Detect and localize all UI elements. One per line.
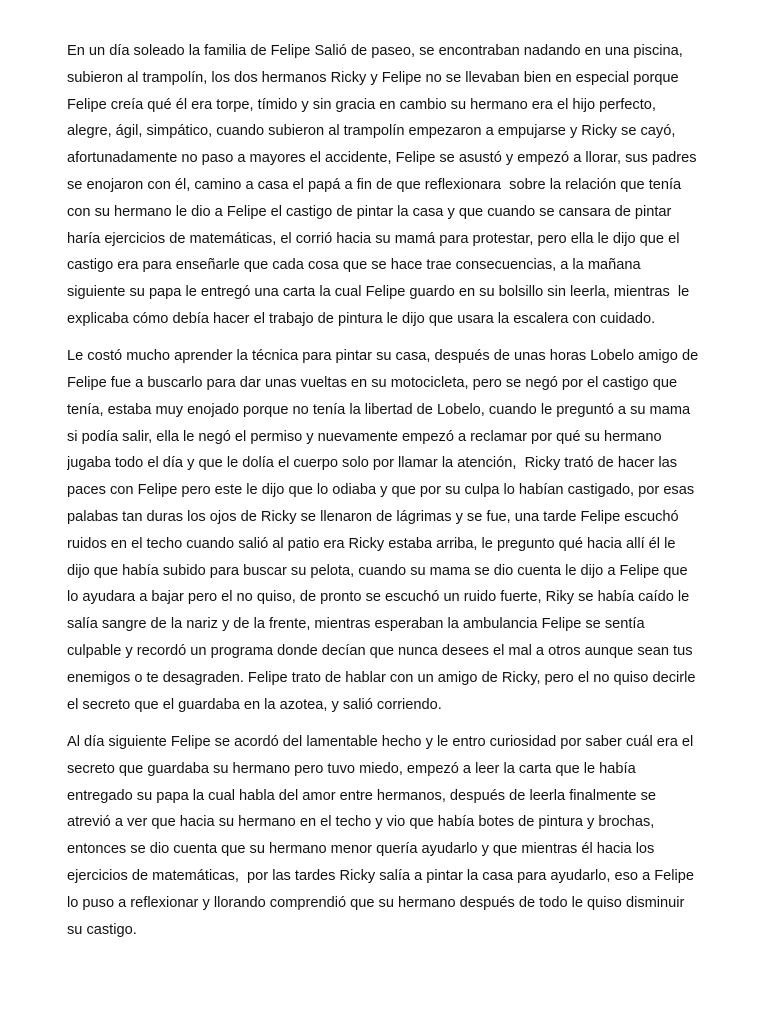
text-line: jugaba todo el día y que le dolía el cuerpo solo por llamar la atención, Ricky trató de hacer las (67, 455, 678, 472)
text-line: ejercicios de matemáticas, por las tardes Ricky salía a pintar la casa para ayudarlo, eso a Felipe (67, 867, 695, 884)
text-line: paces con Felipe pero este le dijo que lo odiaba y que por su culpa lo habían castigado, por esas (67, 482, 695, 499)
text-line: entregado su papa la cual habla del amor entre hermanos, después de leerla finalmente se (67, 787, 656, 804)
paragraph-3 (67, 729, 718, 943)
text-line: palabas tan duras los ojos de Ricky se llenaron de lágrimas y se fue, una tarde Felipe escuchó (67, 509, 679, 526)
text-line: explicaba cómo debía hacer el trabajo de pintura le dijo que usara la escalera con cuidado. (67, 310, 656, 327)
text-line: culpable y recordó un programa donde decían que nunca desees el mal a otros aunque sean tus (67, 643, 693, 660)
text-line: dijo que había subido para buscar su pelota, cuando su mama se dio cuenta le dijo a Felipe que (67, 562, 688, 579)
text-line: con su hermano le dio a Felipe el castigo de pintar la casa y que cuando se cansara de pintar (67, 203, 672, 220)
text-line: entonces se dio cuenta que su hermano menor quería ayudarlo y que mientras él hacia los (67, 841, 655, 858)
text-line: Felipe fue a buscarlo para dar unas vueltas en su motocicleta, pero se negó por el castigo que (67, 375, 678, 392)
text-line: lo puso a reflexionar y llorando comprendió que su hermano después de todo le quiso disminuir (67, 894, 685, 911)
text-line: afortunadamente no paso a mayores el accidente, Felipe se asustó y empezó a llorar, sus padres (67, 150, 697, 167)
text-line: se enojaron con él, camino a casa el papá a fin de que reflexionara sobre la relación que tenía (67, 176, 682, 193)
text-line: ruidos en el techo cuando salió al patio era Ricky estaba arriba, le pregunto qué hacia allí él le (67, 535, 676, 552)
text-line: En un día soleado la familia de Felipe Salió de paseo, se encontraban nadando en una piscina, (67, 43, 683, 59)
text-line: Le costó mucho aprender la técnica para pintar su casa, después de unas horas Lobelo amigo de (67, 348, 699, 365)
text-line: su castigo. (67, 921, 137, 938)
text-line: si podía salir, ella le negó el permiso y nuevamente empezó a reclamar por qué su hermano (67, 428, 662, 445)
text-line: el secreto que el guardaba en la azotea, y salió corriendo. (67, 696, 442, 713)
text-line: haría ejercicios de matemáticas, el corrió hacia su mamá para protestar, pero ella le dijo que el (67, 230, 680, 247)
text-line: subieron al trampolín, los dos hermanos Ricky y Felipe no se llevaban bien en especial porque (67, 69, 679, 86)
paragraph-2 (67, 343, 718, 718)
text-line: enemigos o te desagraden. Felipe trato de hablar con un amigo de Ricky, pero el no quiso decirle (67, 669, 696, 686)
text-line: castigo era para enseñarle que cada cosa que se hace trae consecuencias, a la mañana (67, 257, 641, 274)
text-line: alegre, ágil, simpático, cuando subieron al trampolín empezaron a empujarse y Ricky se cayó, (67, 123, 676, 140)
text-line: tenía, estaba muy enojado porque no tenía la libertad de Lobelo, cuando le preguntó a su mama (67, 401, 691, 418)
paragraph-1 (67, 38, 718, 333)
text-line: secreto que guardaba su hermano pero tuvo miedo, empezó a leer la carta que le había (67, 760, 636, 777)
text-line: siguiente su papa le entregó una carta la cual Felipe guardo en su bolsillo sin leerla, mientras le (67, 284, 690, 301)
text-line: Al día siguiente Felipe se acordó del lamentable hecho y le entro curiosidad por saber cuál era el (67, 733, 694, 750)
text-line: Felipe creía qué él era torpe, tímido y sin gracia en cambio su hermano era el hijo perfecto, (67, 96, 656, 113)
text-line: atrevió a ver que hacia su hermano en el techo y vio que había botes de pintura y brochas, (67, 814, 655, 831)
text-line: lo ayudara a bajar pero el no quiso, de pronto se escuchó un ruido fuerte, Riky se había caído le (67, 589, 690, 606)
text-line: salía sangre de la nariz y de la frente, mientras esperaban la ambulancia Felipe se sentía (67, 616, 645, 633)
